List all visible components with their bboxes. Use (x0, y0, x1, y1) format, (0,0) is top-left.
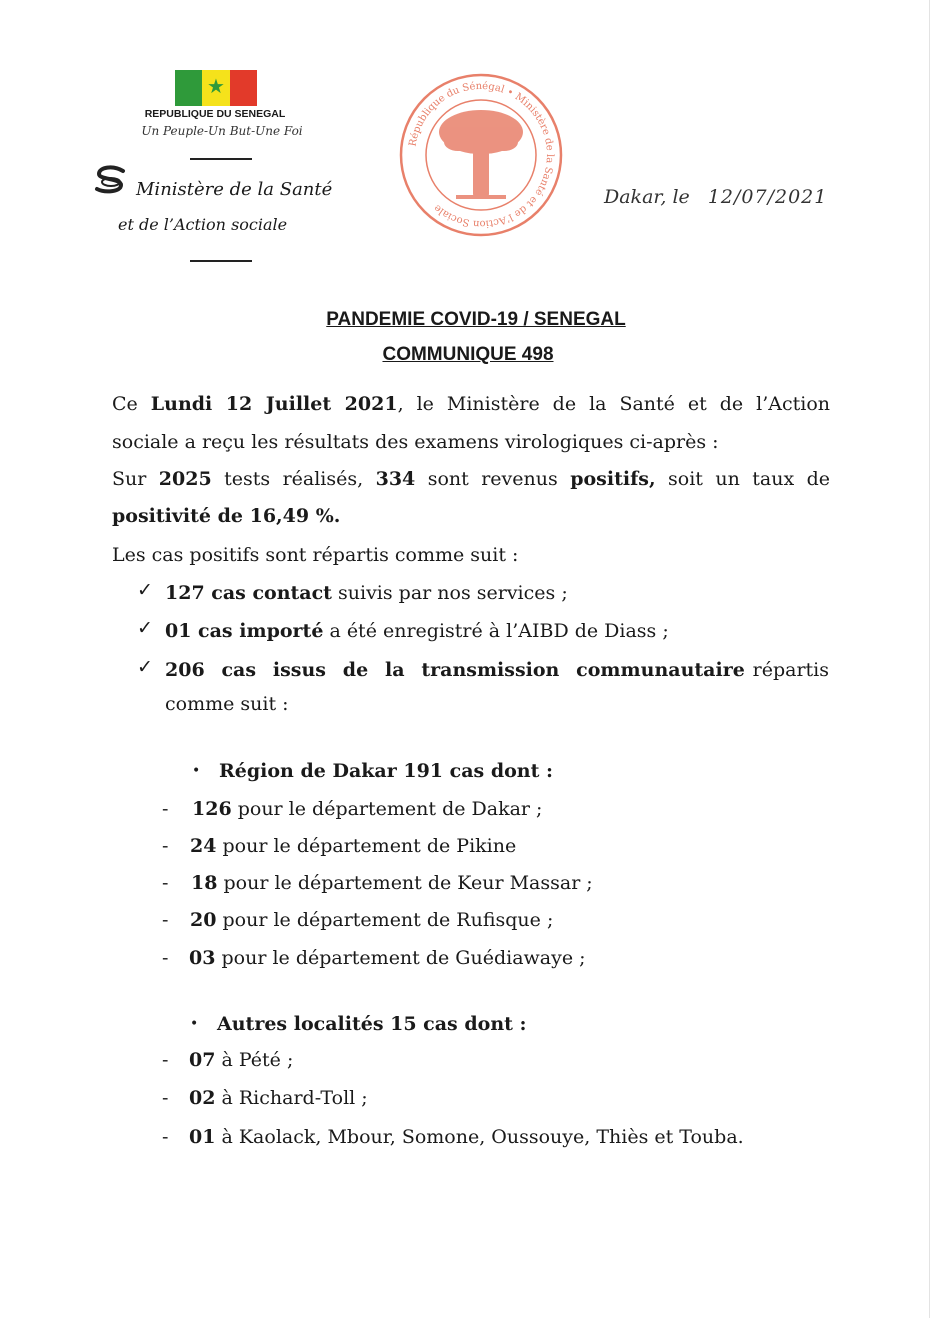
list-item: 24 pour le département de Pikine (190, 835, 517, 857)
list-item: 07 à Pété ; (189, 1049, 294, 1071)
list-item: 02 à Richard-Toll ; (189, 1087, 368, 1109)
dash-marker: - (162, 1126, 169, 1148)
divider-bottom (190, 260, 252, 262)
ministry-line-2: et de l’Action sociale (118, 215, 288, 234)
senegal-flag (175, 70, 257, 106)
page-edge (929, 0, 930, 1318)
imported-cases: 01 cas importé a été enregistré à l’AIBD de Diass ; (165, 620, 669, 642)
checkmark-icon: ✓ (137, 617, 153, 639)
list-item: 18 pour le département de Keur Massar ; (191, 872, 593, 894)
dash-marker: - (162, 947, 169, 969)
dash-marker: - (162, 872, 169, 894)
bullet-icon: • (190, 1016, 199, 1032)
dash-marker: - (162, 1087, 169, 1109)
checkmark-icon: ✓ (137, 579, 153, 601)
communique-title: PANDEMIE COVID-19 / SENEGAL (326, 309, 626, 330)
autres-heading: Autres localités 15 cas dont : (217, 1013, 527, 1035)
dash-marker: - (162, 835, 169, 857)
list-item: 03 pour le département de Guédiawaye ; (189, 947, 586, 969)
dash-marker: - (162, 798, 169, 820)
date-prefix: Dakar, le (604, 186, 690, 208)
intro-line-2: sociale a reçu les résultats des examens virologiques ci-après : (112, 431, 719, 453)
date-value: 12/07/2021 (707, 186, 828, 208)
community-cases: 206 cas issus de la transmission communautaire répartis (165, 659, 829, 681)
list-item: 126 pour le département de Dakar ; (192, 798, 543, 820)
dash-marker: - (162, 1049, 169, 1071)
country-name: REPUBLIQUE DU SENEGAL (144, 108, 286, 120)
dash-marker: - (162, 909, 169, 931)
dakar-heading: Région de Dakar 191 cas dont : (219, 760, 554, 782)
ministry-snake-logo-icon (93, 165, 129, 197)
seal-ring-text: République du Sénégal • Ministère de la Santé et de l’Action Sociale (407, 80, 556, 230)
intro-line-3: Sur 2025 tests réalisés, 334 sont revenus positifs, soit un taux de (112, 468, 831, 490)
positivity-rate: positivité de 16,49 %. (112, 505, 341, 527)
intro-line-1: Ce Lundi 12 Juillet 2021, le Ministère de la Santé et de l’Action (112, 393, 831, 415)
document-date (604, 186, 827, 208)
divider-top (190, 158, 252, 160)
contact-cases: 127 cas contact suivis par nos services ; (165, 582, 568, 604)
intro-line-5: Les cas positifs sont répartis comme suit : (112, 544, 519, 566)
bullet-icon: • (192, 763, 201, 779)
ministry-line-1: Ministère de la Santé (136, 179, 333, 200)
national-motto: Un Peuple-Un But-Une Foi (141, 124, 303, 138)
communique-number: COMMUNIQUE 498 (382, 344, 554, 365)
star-icon: ★ (207, 74, 225, 98)
baobab-tree-icon (439, 110, 523, 199)
community-cases-continued: comme suit : (165, 693, 289, 715)
list-item: 01 à Kaolack, Mbour, Somone, Oussouye, Thiès et Touba. (189, 1126, 744, 1148)
checkmark-icon: ✓ (137, 656, 153, 678)
ministry-seal (396, 70, 566, 240)
list-item: 20 pour le département de Rufisque ; (190, 909, 554, 931)
